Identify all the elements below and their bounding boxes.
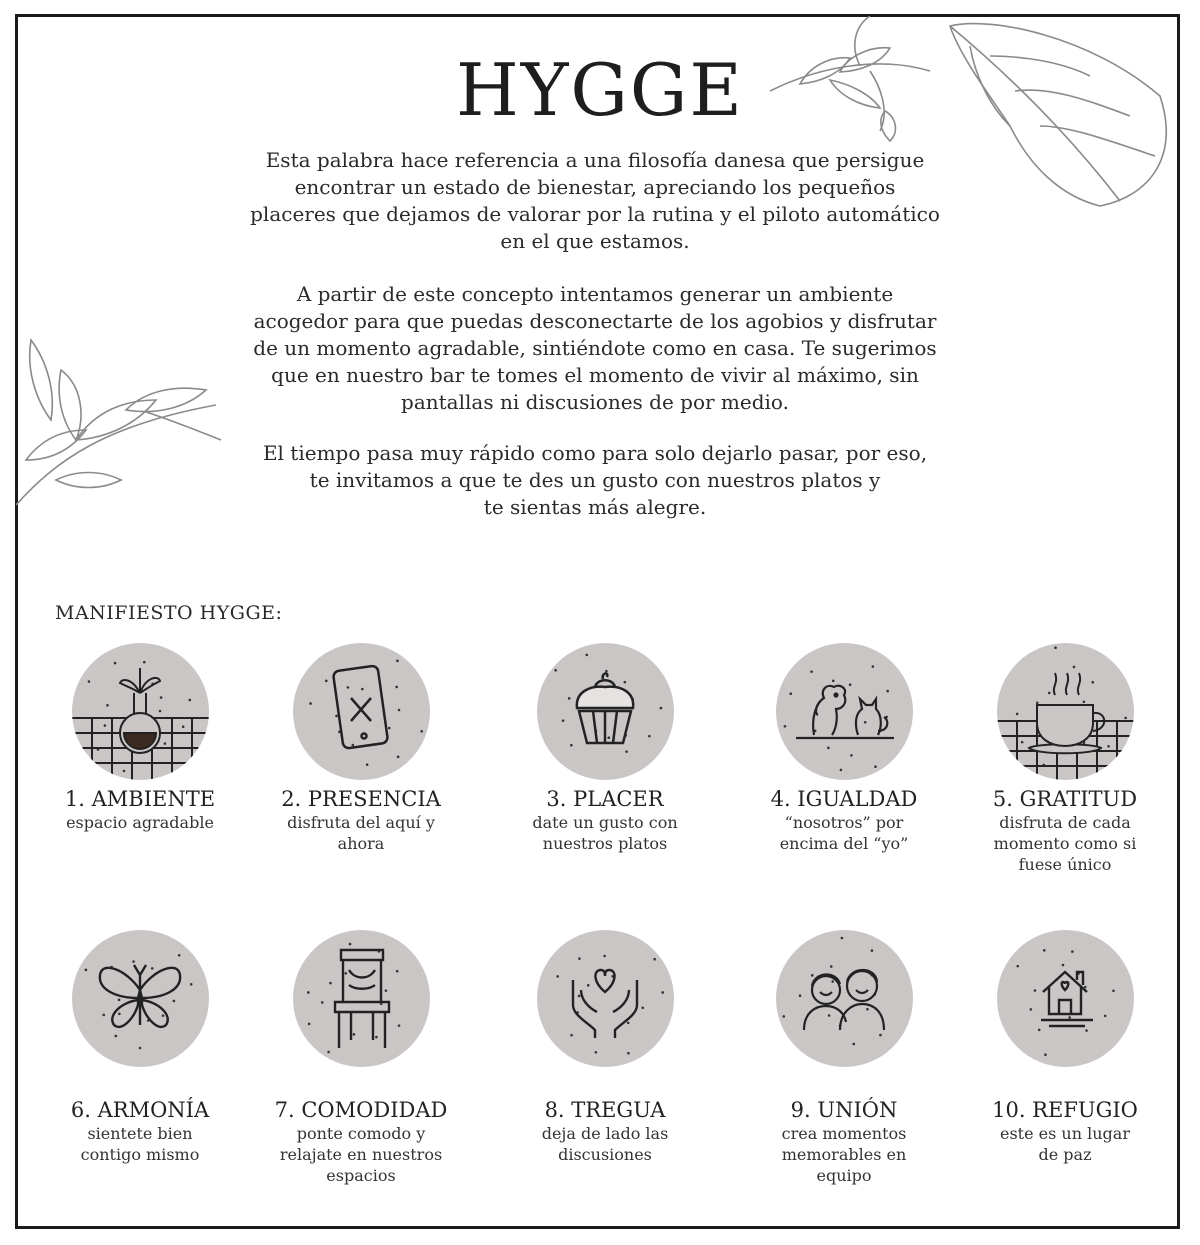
- intro-line: en el que estamos.: [500, 229, 690, 253]
- speckle-dot: [603, 955, 606, 958]
- manifesto-item-tregua: [490, 930, 720, 1165]
- item-sub-line: este es un lugar: [1000, 1124, 1130, 1143]
- speckle-dot: [1085, 1029, 1088, 1032]
- intro-line: encontrar un estado de bienestar, apreciando los pequeños: [294, 175, 896, 199]
- speckle-dot: [839, 769, 842, 772]
- speckle-dot: [879, 1034, 882, 1037]
- coffee-cup-icon: [997, 643, 1134, 780]
- speckle-dot: [1103, 1015, 1106, 1018]
- speckle-dot: [395, 970, 398, 973]
- speckle-dot: [348, 943, 351, 946]
- item-title: 3. PLACER: [546, 787, 664, 811]
- speckle-dot: [177, 954, 180, 957]
- speckle-dot: [397, 709, 400, 712]
- speckle-dot: [324, 680, 327, 683]
- item-sub-line: memorables en: [781, 1145, 907, 1164]
- speckle-dot: [782, 1015, 785, 1018]
- speckle-dot: [189, 983, 192, 986]
- speckle-dot: [113, 662, 116, 665]
- speckle-dot: [118, 1013, 121, 1016]
- speckle-dot: [395, 686, 398, 689]
- item-sub-line: espacios: [326, 1166, 396, 1185]
- speckle-dot: [351, 744, 354, 747]
- item-sub-line: ponte comodo y: [296, 1124, 426, 1143]
- house-heart-icon: [997, 930, 1134, 1067]
- item-sub-line: relajate en nuestros: [279, 1145, 443, 1164]
- speckle-dot: [789, 692, 792, 695]
- speckle-dot: [1124, 717, 1127, 720]
- speckle-dot: [114, 1035, 117, 1038]
- speckle-dot: [886, 690, 889, 693]
- manifesto-item-comodidad: [246, 930, 476, 1186]
- speckle-dot: [87, 680, 90, 683]
- speckle-dot: [870, 949, 873, 952]
- speckle-dot: [1107, 745, 1110, 748]
- speckle-dot: [161, 1014, 164, 1017]
- intro-paragraph-2: [195, 281, 995, 416]
- intro-line: te sientas más alegre.: [483, 495, 707, 519]
- speckle-dot: [309, 702, 312, 705]
- manifesto-item-union: [729, 930, 959, 1186]
- speckle-dot: [810, 974, 813, 977]
- intro-line: Esta palabra hace referencia a una filosofía danesa que persigue: [265, 148, 925, 172]
- speckle-dot: [1035, 701, 1038, 704]
- speckle-dot: [320, 1001, 323, 1004]
- speckle-dot: [561, 719, 564, 722]
- speckle-dot: [810, 670, 813, 673]
- butterfly-icon: [72, 930, 209, 1067]
- speckle-dot: [570, 1034, 573, 1037]
- item-title: 6. ARMONÍA: [70, 1098, 210, 1122]
- speckle-dot: [188, 699, 191, 702]
- speckle-dot: [132, 960, 135, 963]
- manifesto-item-igualdad: [729, 643, 959, 854]
- speckle-dot: [142, 661, 145, 664]
- speckle-dot: [578, 957, 581, 960]
- speckle-dot: [1091, 681, 1094, 684]
- item-title: 1. AMBIENTE: [64, 787, 216, 811]
- speckle-dot: [1029, 1008, 1032, 1011]
- speckle-dot: [163, 742, 166, 745]
- speckle-dot: [577, 995, 580, 998]
- speckle-dot: [375, 1036, 378, 1039]
- item-title: 10. REFUGIO: [992, 1098, 1138, 1122]
- speckle-dot: [102, 1014, 105, 1017]
- speckle-dot: [1054, 646, 1057, 649]
- manifesto-item-armonia: [25, 930, 255, 1165]
- intro-line: placeres que dejamos de valorar por la rutina y el piloto automático: [250, 202, 940, 226]
- speckle-dot: [831, 980, 834, 983]
- intro-paragraph-3: [195, 440, 995, 521]
- speckle-dot: [832, 680, 835, 683]
- item-sub-line: crea momentos: [781, 1124, 907, 1143]
- dog-cat-icon: [776, 643, 913, 780]
- item-title: 4. IGUALDAD: [770, 787, 918, 811]
- item-sub-line: equipo: [816, 1166, 872, 1185]
- item-sub-line: discusiones: [558, 1145, 652, 1164]
- page-title: HYGGE: [456, 48, 744, 132]
- speckle-dot: [1082, 700, 1085, 703]
- speckle-dot: [648, 735, 651, 738]
- item-sub-line: disfruta de cada: [999, 813, 1131, 832]
- item-title: 8. TREGUA: [544, 1098, 666, 1122]
- speckle-dot: [783, 725, 786, 728]
- item-sub-line: encima del “yo”: [779, 834, 909, 853]
- speckle-dot: [1044, 1053, 1047, 1056]
- speckle-dot: [1033, 989, 1036, 992]
- intro-line: te invitamos a que te des un gusto con nuestros platos y: [309, 468, 881, 492]
- speckle-dot: [1037, 1029, 1040, 1032]
- manifesto-item-gratitud: [950, 643, 1180, 875]
- speckle-dot: [850, 754, 853, 757]
- speckle-dot: [554, 669, 557, 672]
- item-sub-line: espacio agradable: [66, 813, 214, 832]
- item-sub-line: momento como si: [993, 834, 1137, 853]
- speckle-dot: [661, 991, 664, 994]
- manifesto-item-placer: [490, 643, 720, 854]
- speckle-dot: [1015, 713, 1018, 716]
- phone-off-icon: [293, 643, 430, 780]
- speckle-dot: [863, 721, 866, 724]
- two-people-icon: [776, 930, 913, 1067]
- speckle-dot: [659, 707, 662, 710]
- speckle-dot: [623, 681, 626, 684]
- chair-icon: [293, 930, 430, 1067]
- item-title: 9. UNIÓN: [790, 1098, 898, 1122]
- speckle-dot: [627, 1052, 630, 1055]
- speckle-dot: [871, 665, 874, 668]
- speckle-dot: [361, 688, 364, 691]
- intro-line: El tiempo pasa muy rápido como para solo dejarlo pasar, por eso,: [262, 441, 928, 465]
- speckle-dot: [866, 1008, 869, 1011]
- speckle-dot: [1047, 692, 1050, 695]
- speckle-dot: [1061, 964, 1064, 967]
- item-sub-line: deja de lado las: [541, 1124, 669, 1143]
- item-title: 7. COMODIDAD: [274, 1098, 448, 1122]
- speckle-dot: [420, 730, 423, 733]
- speckle-dot: [798, 994, 801, 997]
- speckle-dot: [874, 765, 877, 768]
- speckle-dot: [335, 715, 338, 718]
- speckle-dot: [122, 770, 125, 773]
- speckle-dot: [159, 696, 162, 699]
- speckle-dot: [346, 686, 349, 689]
- speckle-dot: [1112, 989, 1115, 992]
- speckle-dot: [181, 725, 184, 728]
- speckle-dot: [605, 670, 608, 673]
- item-sub-line: disfruta del aquí y: [287, 813, 435, 832]
- speckle-dot: [1016, 965, 1019, 968]
- speckle-dot: [848, 683, 851, 686]
- item-sub-line: nuestros platos: [542, 834, 668, 853]
- item-sub-line: sientete bien: [87, 1124, 193, 1143]
- speckle-dot: [327, 1051, 330, 1054]
- manifesto-item-refugio: [950, 930, 1180, 1165]
- speckle-dot: [365, 763, 368, 766]
- speckle-dot: [307, 1023, 310, 1026]
- manifesto-item-presencia: [246, 643, 476, 854]
- speckle-dot: [329, 982, 332, 985]
- speckle-dot: [585, 654, 588, 657]
- speckle-dot: [827, 1014, 830, 1017]
- intro-line: acogedor para que puedas desconectarte de los agobios y disfrutar: [253, 309, 937, 333]
- speckle-dot: [397, 1024, 400, 1027]
- speckle-dot: [1042, 949, 1045, 952]
- speckle-dot: [570, 744, 573, 747]
- speckle-dot: [594, 1051, 597, 1054]
- speckle-dot: [840, 937, 843, 940]
- intro-line: A partir de este concepto intentamos generar un ambiente: [296, 282, 894, 306]
- speckle-dot: [1071, 950, 1074, 953]
- speckle-dot: [586, 984, 589, 987]
- speckle-dot: [84, 969, 87, 972]
- speckle-dot: [172, 1000, 175, 1003]
- speckle-dot: [384, 989, 387, 992]
- intro-line: pantallas ni discusiones de por medio.: [401, 390, 789, 414]
- speckle-dot: [103, 724, 106, 727]
- item-title: 5. GRATITUD: [992, 787, 1138, 811]
- speckle-dot: [306, 991, 309, 994]
- speckle-dot: [852, 1043, 855, 1046]
- plant-jar-icon: [72, 643, 209, 780]
- speckle-dot: [117, 999, 120, 1002]
- item-sub-line: ahora: [337, 834, 385, 853]
- speckle-dot: [150, 967, 153, 970]
- item-sub-line: fuese único: [1018, 855, 1112, 874]
- item-sub-line: “nosotros” por: [784, 813, 904, 832]
- speckle-dot: [607, 736, 610, 739]
- speckle-dot: [641, 1006, 644, 1009]
- speckle-dot: [1068, 1016, 1071, 1019]
- speckle-dot: [567, 697, 570, 700]
- speckle-dot: [1020, 741, 1023, 744]
- item-title: 2. PRESENCIA: [281, 787, 441, 811]
- speckle-dot: [829, 965, 832, 968]
- item-sub-line: contigo mismo: [80, 1145, 200, 1164]
- manifesto-item-ambiente: [25, 643, 255, 833]
- speckle-dot: [653, 958, 656, 961]
- intro-line: de un momento agradable, sintiéndote como en casa. Te sugerimos: [253, 336, 937, 360]
- item-sub-line: date un gusto con: [532, 813, 678, 832]
- speckle-dot: [396, 756, 399, 759]
- speckle-dot: [158, 710, 161, 713]
- speckle-dot: [626, 1022, 629, 1025]
- intro-line: que en nuestro bar te tomes el momento de vivir al máximo, sin: [271, 363, 919, 387]
- speckle-dot: [625, 750, 628, 753]
- speckle-dot: [344, 972, 347, 975]
- item-sub-line: de paz: [1038, 1145, 1092, 1164]
- speckle-dot: [387, 727, 390, 730]
- heart-hands-icon: [537, 930, 674, 1067]
- speckle-dot: [138, 1047, 141, 1050]
- speckle-dot: [396, 660, 399, 663]
- speckle-dot: [1072, 666, 1075, 669]
- speckle-dot: [352, 1033, 355, 1036]
- speckle-dot: [827, 747, 830, 750]
- cupcake-icon: [537, 643, 674, 780]
- manifesto-heading: MANIFIESTO HYGGE:: [55, 602, 283, 624]
- speckle-dot: [556, 975, 559, 978]
- speckle-dot: [106, 704, 109, 707]
- intro-paragraph-1: [195, 147, 995, 255]
